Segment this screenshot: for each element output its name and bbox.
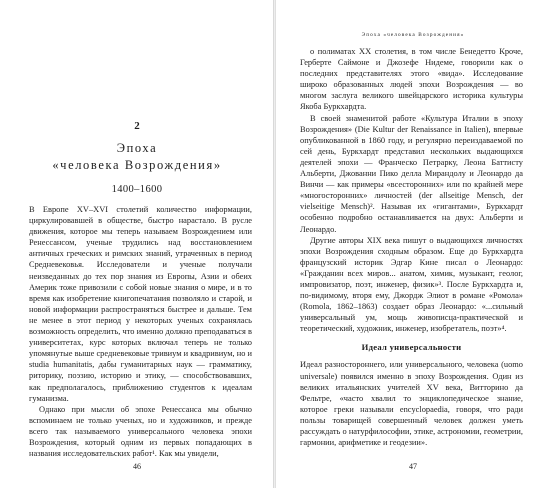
section-heading: Идеал универсальности <box>361 342 462 353</box>
page-number-left: 46 <box>133 462 141 471</box>
chapter-title <box>0 140 274 174</box>
paragraph: Однако при мысли об эпохе Ренессанса мы обычно вспоминаем не только ученых, но и художников, и прежде всего так называемого универсального человека эпохи Возрождения, который одним из первых попадающих в названия исследовательских работ¹. Как мы увидели, <box>29 404 252 459</box>
chapter-number: 2 <box>134 120 140 132</box>
paragraph: В Европе XV–XVI столетий количество информации, циркулировавшей в обществе, быстро нарастало. В русле движения, которое мы теперь называем Возрождением или Ренессансом, ученые трудились над восстановлением античных греческих и римских знаний, утраченных в период Средневековья. Исследователи и ученые получали неизведанных до тех пор знания из Европы, Азии и обеих Америк тоже привозили с собой новые знания о мире, и в то время как изобретение книгопечатания позволяло и старой, и новой информации распространяться быстрее и дальше. Тем не менее в этот период у некоторых ученых сохранялась возможность определить, что именно должно преподаваться в университетах, курс которых включал теперь не только упомянутые выше средневековые тривиум и квадривиум, но и studia humanitatis, дабы гуманитарных наук — грамматику, риторику, поэзию, историю и этику, — способствовавших, как предполагалось, приближению студентов к идеалам гуманизма. <box>29 205 252 403</box>
chapter-dates: 1400–1600 <box>111 184 163 195</box>
right-page <box>276 0 550 488</box>
paragraph: Идеал разностороннего, или универсального, человека (uomo universale) появился именно в эпоху Возрождения. Один из великих итальянских учителей XV века, Витторино да Фельтре, «часто хвалил то энциклопедическое знание, которое греки называли encyclopaedia, говоря, что ради пользы товарищей совершенный человек должен уметь рассуждать о натурфилософии, этике, астрономии, геометрии, гармонии, арифметике и геодезии». <box>300 360 523 448</box>
page-number-right: 47 <box>409 462 417 471</box>
paragraph: о полиматах XX столетия, в том числе Бенедетто Кроче, Герберте Саймоне и Джозефе Нидеме, говорили как о последних представителях этого «вида». Исследование широко образованных людей эпохи Возрождения — во многом заслуга великого швейцарского историка культуры Якоба Буркхардта. <box>300 47 523 112</box>
left-page <box>0 0 274 488</box>
paragraph: Другие авторы XIX века пишут о выдающихся личностях эпохи Возрождения сходным образом. Еще до Буркхардта французский историк Эдгар Кине писал о Леонардо: «Гражданин всех миров... анатом, химик, музыкант, геолог, импровизатор, поэт, инженер, физик»³. После Буркхардта и, по-видимому, вторя ему, Джордж Элиот в романе «Ромола» (Romola, 1862–1863) создает образ Леонардо: «...сильный универсальный ум, мощь живописца-практической и теоретический, художник, инженер, изобретатель, поэт»⁴. <box>300 235 523 334</box>
right-text-column <box>300 46 523 448</box>
chapter-title-line2: «человека Возрождения» <box>52 158 222 172</box>
paragraph: В своей знаменитой работе «Культура Италии в эпоху Возрождения» (Die Kultur der Renaissance in Italien), впервые опубликованной в 1860 году, и регулярно переиздаваемой по сей день, Буркхардт представил нескольких выдающихся деятелей эпохи — Франческо Петрарку, Леона Баттисту Альберти, Джованни Пико делла Мирандолу и Леонардо да Винчи — как примеры «всесторонних» или по крайней мере «многосторонних» личностей (der allseitige Mensch, der vielseitige Mensch)². Называя их «гигантами», Буркхардт особенно подробно останавливается на двух: Альберти и Леонардо. <box>300 113 523 234</box>
left-text-column <box>29 204 252 459</box>
chapter-title-line1: Эпоха <box>116 141 158 155</box>
running-head: Эпоха «человека Возрождения» <box>361 32 465 38</box>
